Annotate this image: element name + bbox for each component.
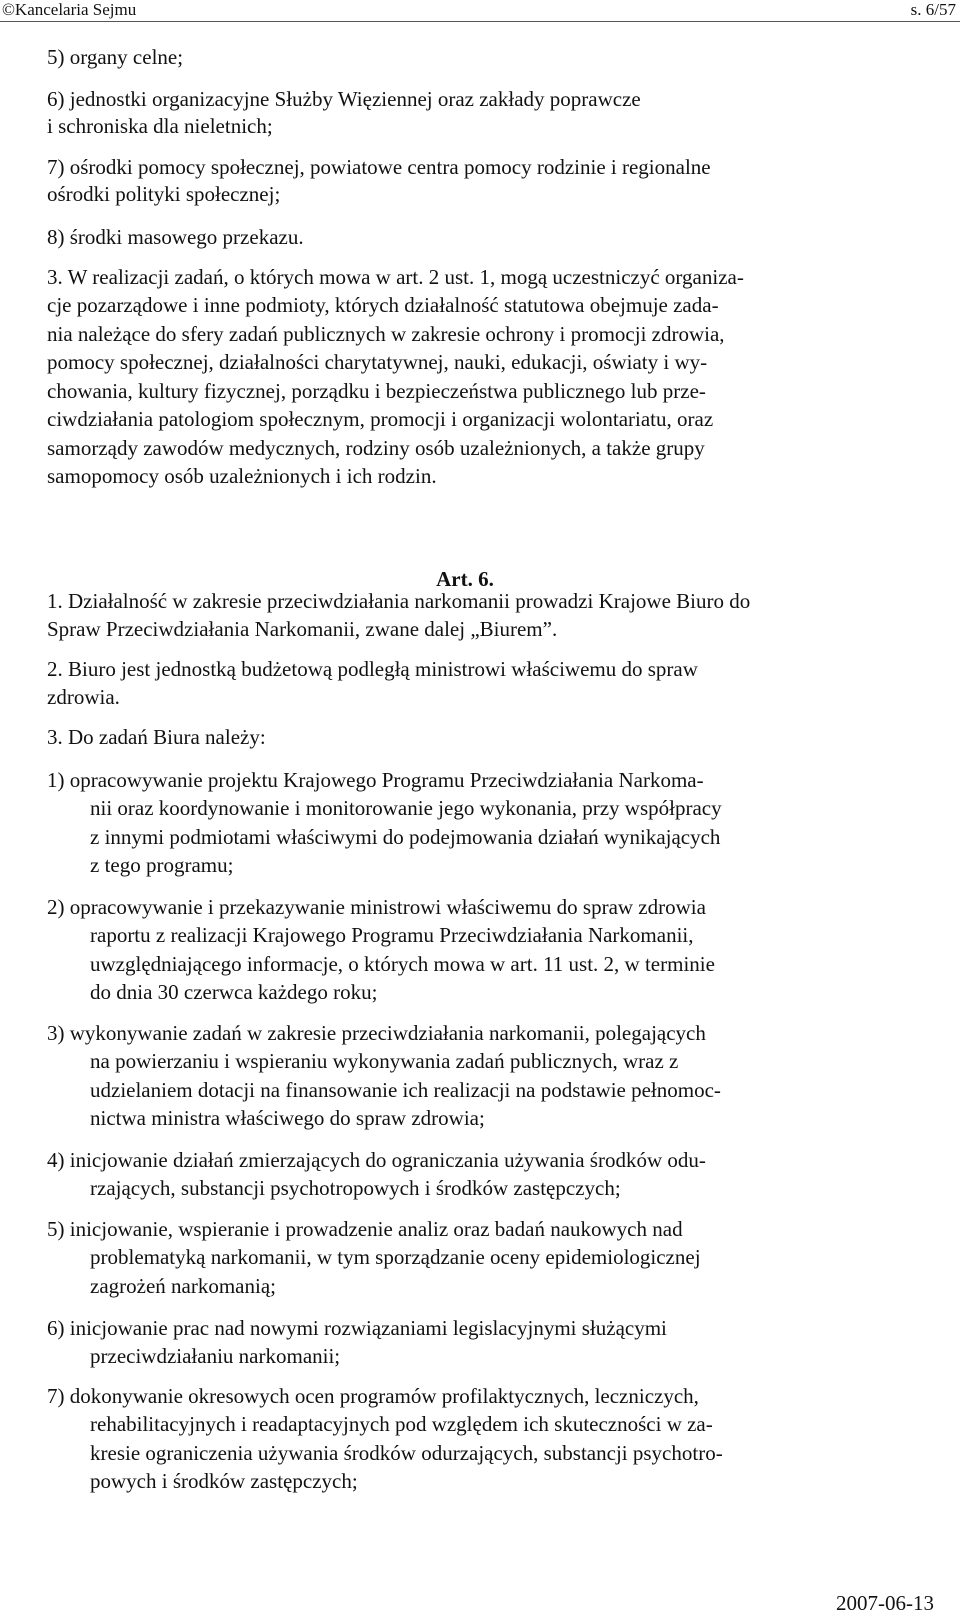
list-item-7-line-1: 7) ośrodki pomocy społecznej, powiatowe centra pomocy rodzinie i regionalne [47,155,711,179]
article-paragraph-2-line-2: zdrowia. [47,685,120,709]
task-item-7-line: powych i środków zastępczych; [90,1469,358,1493]
list-item-7-line-2: ośrodki polityki społecznej; [47,182,281,206]
task-item-1-line: nii oraz koordynowanie i monitorowanie jego wykonania, przy współpracy [90,796,722,820]
paragraph-3-line: chowania, kultury fizycznej, porządku i bezpieczeństwa publicznego lub prze- [47,379,706,403]
task-item-3-line: nictwa ministra właściwego do spraw zdrowia; [90,1106,485,1130]
task-item-3-line: udzielaniem dotacji na finansowanie ich realizacji na podstawie pełnomoc- [90,1078,721,1102]
task-item-1-line: z tego programu; [90,853,234,877]
paragraph-3-line: samopomocy osób uzależnionych i ich rodzin. [47,464,437,488]
paragraph-3-line: ciwdziałania patologiom społecznym, promocji i organizacji wolontariatu, oraz [47,407,714,431]
page-number: s. 6/57 [910,0,956,19]
task-item-2-line: do dnia 30 czerwca każdego roku; [90,980,378,1004]
task-item-2-line: uwzględniającego informacje, o których mowa w art. 11 ust. 2, w terminie [90,952,715,976]
article-paragraph-1-line-1: 1. Działalność w zakresie przeciwdziałania narkomanii prowadzi Krajowe Biuro do [47,589,751,613]
task-item-6-line: 6) inicjowanie prac nad nowymi rozwiązaniami legislacyjnymi służącymi [47,1316,667,1340]
paragraph-3-line: pomocy społecznej, działalności charytatywnej, nauki, edukacji, oświaty i wy- [47,350,708,374]
task-item-3-line: na powierzaniu i wspieraniu wykonywania zadań publicznych, wraz z [90,1049,679,1073]
copyright-label: ©Kancelaria Sejmu [2,0,137,19]
task-item-2-line: 2) opracowywanie i przekazywanie ministrowi właściwemu do spraw zdrowia [47,895,706,919]
task-item-2-line: raportu z realizacji Krajowego Programu Przeciwdziałania Narkomanii, [90,923,694,947]
task-item-4-line: rzających, substancji psychotropowych i środków zastępczych; [90,1176,621,1200]
task-item-4-line: 4) inicjowanie działań zmierzających do ograniczania używania środków odu- [47,1148,706,1172]
page-header [0,0,960,22]
task-item-6-line: przeciwdziałaniu narkomanii; [90,1344,341,1368]
header-divider [0,21,960,22]
task-item-7-line: kresie ograniczenia używania środków odurzających, substancji psychotro- [90,1441,723,1465]
article-paragraph-1-line-2: Spraw Przeciwdziałania Narkomanii, zwane dalej „Biurem”. [47,617,558,641]
article-paragraph-3: 3. Do zadań Biura należy: [47,725,266,749]
task-item-5-line: 5) inicjowanie, wspieranie i prowadzenie analiz oraz badań naukowych nad [47,1217,683,1241]
task-item-7-line: 7) dokonywanie okresowych ocen programów profilaktycznych, leczniczych, [47,1384,699,1408]
task-item-5-line: zagrożeń narkomanią; [90,1274,276,1298]
task-item-3-line: 3) wykonywanie zadań w zakresie przeciwdziałania narkomanii, polegających [47,1021,706,1045]
task-item-1-line: 1) opracowywanie projektu Krajowego Programu Przeciwdziałania Narkoma- [47,768,704,792]
paragraph-3-line: samorządy zawodów medycznych, rodziny osób uzależnionych, a także grupy [47,436,705,460]
list-item-5: 5) organy celne; [47,45,184,69]
article-paragraph-2-line-1: 2. Biuro jest jednostką budżetową podległą ministrowi właściwemu do spraw [47,657,698,681]
task-item-5-line: problematyką narkomanii, w tym sporządzanie oceny epidemiologicznej [90,1245,701,1269]
task-item-7-line: rehabilitacyjnych i readaptacyjnych pod względem ich skuteczności w za- [90,1412,713,1436]
task-item-1-line: z innymi podmiotami właściwymi do podejmowania działań wynikających [90,825,721,849]
list-item-8: 8) środki masowego przekazu. [47,225,304,249]
paragraph-3-line: 3. W realizacji zadań, o których mowa w art. 2 ust. 1, mogą uczestniczyć organiza- [47,265,744,289]
article-title: Art. 6. [436,567,494,591]
footer-date: 2007-06-13 [836,1591,934,1615]
list-item-6-line-1: 6) jednostki organizacyjne Służby Więziennej oraz zakłady poprawcze [47,87,641,111]
list-item-6-line-2: i schroniska dla nieletnich; [47,114,273,138]
paragraph-3-line: nia należące do sfery zadań publicznych w zakresie ochrony i promocji zdrowia, [47,322,725,346]
paragraph-3-line: cje pozarządowe i inne podmioty, których działalność statutowa obejmuje zada- [47,293,719,317]
